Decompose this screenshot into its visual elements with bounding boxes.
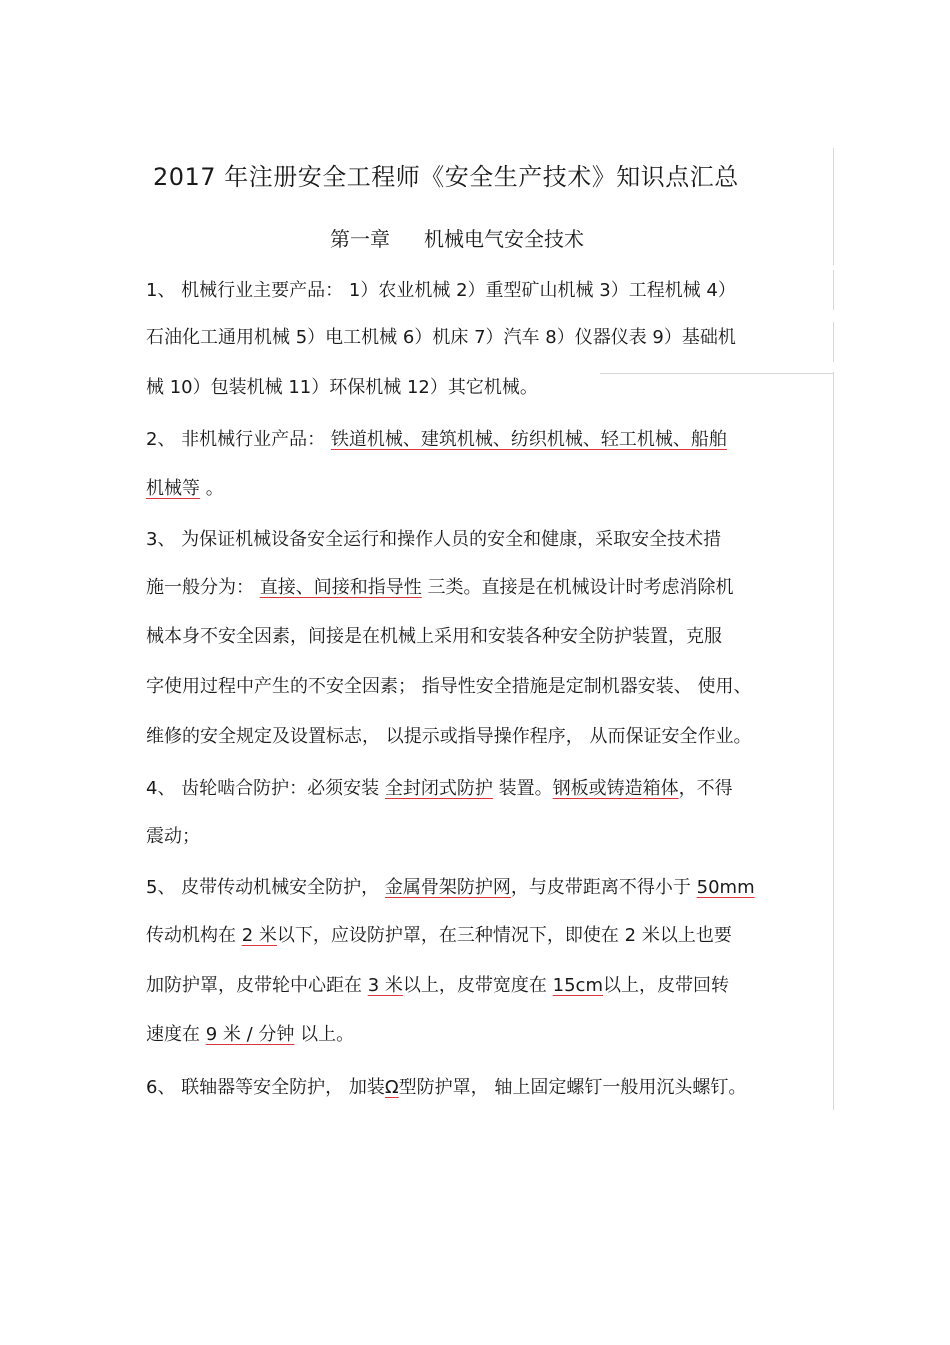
paragraph-line: [146, 777, 733, 801]
right-margin-line-3: [833, 322, 834, 362]
paragraph-line: [146, 974, 729, 998]
highlighted-text: Ω: [384, 1077, 399, 1098]
paragraph-line: 石油化工通用机械 5）电工机械 6）机床 7）汽车 8）仪器仪表 9）基础机: [146, 327, 736, 348]
chapter-title: 机械电气安全技术: [424, 227, 584, 251]
highlighted-text: 钢板或铸造箱体: [552, 778, 679, 799]
highlighted-text: 2 米: [241, 925, 277, 946]
highlighted-text: 3 米: [367, 975, 403, 996]
text-run: 4、 齿轮啮合防护：必须安装: [146, 778, 385, 799]
text-run: 传动机构在: [146, 925, 242, 946]
highlighted-text: 9 米 / 分钟: [205, 1024, 295, 1045]
paragraph-line: 械本身不安全因素，间接是在机械上采用和安装各种安全防护装置，克服: [146, 626, 722, 647]
highlighted-text: 铁道机械、建筑机械、纺织机械、轻工机械、船舶: [330, 429, 727, 450]
highlighted-text: 50mm: [696, 877, 755, 898]
paragraph-line: 维修的安全规定及设置标志， 以提示或指导操作程序， 从而保证安全作业。: [146, 726, 752, 747]
document-title: 2017 年注册安全工程师《安全生产技术》知识点汇总: [153, 163, 739, 191]
paragraph-line: 字使用过程中产生的不安全因素； 指导性安全措施是定制机器安装、 使用、: [146, 676, 752, 697]
text-run: 5、 皮带传动机械安全防护，: [146, 877, 385, 898]
paragraph-line: 1、 机械行业主要产品： 1）农业机械 2）重型矿山机械 3）工程机械 4）: [146, 280, 736, 301]
highlighted-text: 全封闭式防护: [384, 778, 493, 799]
chapter-heading: [330, 223, 584, 252]
right-margin-line-4: [833, 372, 834, 1110]
chapter-number: 第一章: [330, 227, 390, 251]
paragraph-line: [146, 576, 733, 600]
text-run: 装置。: [492, 778, 553, 799]
paragraph-line: [146, 1076, 746, 1100]
highlighted-text: 金属骨架防护网: [384, 877, 511, 898]
text-run: ，与皮带距离不得小于: [510, 877, 697, 898]
paragraph-line: 械 10）包装机械 11）环保机械 12）其它机械。: [146, 377, 538, 398]
paragraph-line: [146, 876, 755, 900]
text-run: 以上，皮带宽度在: [402, 975, 553, 996]
text-run: 加防护罩，皮带轮中心距在: [146, 975, 368, 996]
paragraph-line: [146, 477, 224, 501]
horizontal-rule: [600, 373, 834, 374]
text-run: ，不得: [678, 778, 733, 799]
right-margin-line-1: [833, 148, 834, 265]
paragraph-line: 3、 为保证机械设备安全运行和操作人员的安全和健康，采取安全技术措: [146, 529, 722, 550]
text-run: 三类。直接是在机械设计时考虑消除机: [421, 577, 734, 598]
text-run: 以上。: [294, 1024, 355, 1045]
highlighted-text: 机械等: [146, 478, 200, 499]
text-run: 。: [200, 478, 224, 499]
paragraph-line: [146, 428, 727, 452]
highlighted-text: 15cm: [552, 975, 603, 996]
paragraph-line: [146, 1023, 354, 1047]
paragraph-line: 震动；: [146, 826, 200, 847]
text-run: 2、 非机械行业产品：: [146, 429, 331, 450]
text-run: 速度在: [146, 1024, 206, 1045]
text-run: 以下，应设防护罩，在三种情况下，即使在 2 米以上也要: [276, 925, 732, 946]
paragraph-line: [146, 924, 732, 948]
right-margin-line-2: [833, 270, 834, 310]
text-run: 6、 联轴器等安全防护， 加装: [146, 1077, 385, 1098]
text-run: 型防护罩， 轴上固定螺钉一般用沉头螺钉。: [398, 1077, 747, 1098]
highlighted-text: 直接、间接和指导性: [259, 577, 422, 598]
text-run: 以上，皮带回转: [603, 975, 729, 996]
text-run: 施一般分为：: [146, 577, 260, 598]
